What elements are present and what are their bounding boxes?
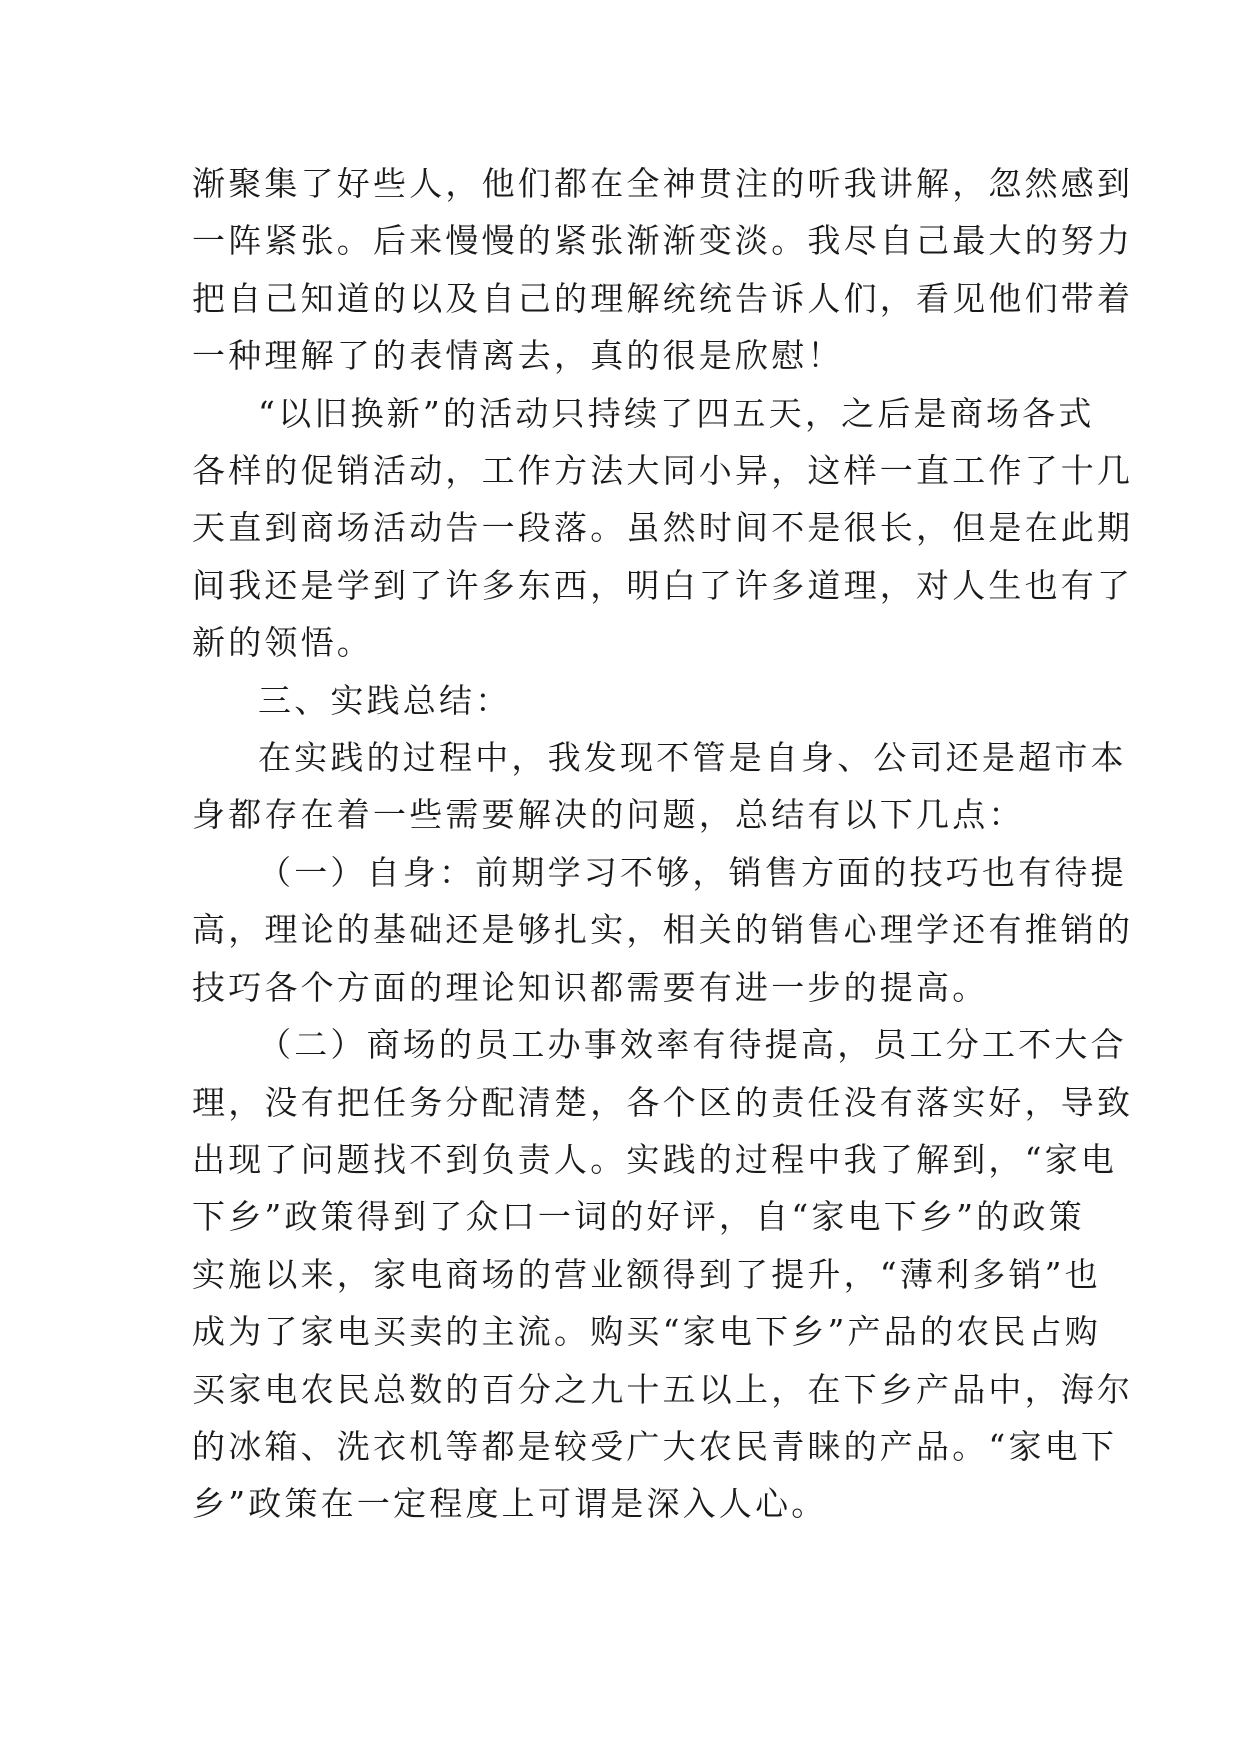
text-line: “以旧换新”的活动只持续了四五天，之后是商场各式 <box>258 393 1095 433</box>
paragraph-continuation <box>192 155 1134 385</box>
section-heading: 三、实践总结： <box>258 680 512 720</box>
text-line: 一种理解了的表情离去，真的很是欣慰！ <box>192 336 844 376</box>
text-line: 在实践的过程中，我发现不管是自身、公司还是超市本 <box>258 738 1127 778</box>
paragraph-point-two <box>192 1016 1134 1533</box>
text-line: 的冰箱、洗衣机等都是较受广大农民青睐的产品。“家电下 <box>192 1426 1118 1466</box>
text-line: （一）自身：前期学习不够，销售方面的技巧也有待提 <box>258 852 1127 892</box>
text-line: 技巧各个方面的理论知识都需要有进一步的提高。 <box>192 967 989 1007</box>
text-line: 身都存在着一些需要解决的问题，总结有以下几点： <box>192 795 1025 835</box>
text-line: 理，没有把任务分配清楚，各个区的责任没有落实好，导致 <box>192 1082 1134 1122</box>
text-line: 实施以来，家电商场的营业额得到了提升，“薄利多销”也 <box>192 1254 1101 1294</box>
text-line: 买家电农民总数的百分之九十五以上，在下乡产品中，海尔 <box>192 1369 1134 1409</box>
text-line: 把自己知道的以及自己的理解统统告诉人们，看见他们带着 <box>192 278 1134 318</box>
body-text <box>192 155 1134 1533</box>
text-line: 下乡”政策得到了众口一词的好评，自“家电下乡”的政策 <box>192 1197 1085 1237</box>
text-line: 各样的促销活动，工作方法大同小异，这样一直工作了十几 <box>192 451 1134 491</box>
text-line: 天直到商场活动告一段落。虽然时间不是很长，但是在此期 <box>192 508 1134 548</box>
text-line: 成为了家电买卖的主流。购买“家电下乡”产品的农民占购 <box>192 1312 1101 1352</box>
paragraph-point-one <box>192 844 1134 1016</box>
section-heading-practice-summary <box>192 672 1052 729</box>
text-line: 乡”政策在一定程度上可谓是深入人心。 <box>192 1484 828 1524</box>
text-line: （二）商场的员工办事效率有待提高，员工分工不大合 <box>258 1025 1127 1065</box>
paragraph-practice-intro <box>192 729 1127 844</box>
paragraph-trade-in-activity <box>192 385 1134 672</box>
text-line: 一阵紧张。后来慢慢的紧张渐渐变淡。我尽自己最大的努力 <box>192 221 1134 261</box>
text-line: 出现了问题找不到负责人。实践的过程中我了解到，“家电 <box>192 1139 1118 1179</box>
text-line: 新的领悟。 <box>192 623 373 663</box>
text-line: 间我还是学到了许多东西，明白了许多道理，对人生也有了 <box>192 565 1134 605</box>
text-line: 渐聚集了好些人，他们都在全神贯注的听我讲解，忽然感到 <box>192 164 1134 203</box>
text-line: 高，理论的基础还是够扎实，相关的销售心理学还有推销的 <box>192 910 1134 950</box>
